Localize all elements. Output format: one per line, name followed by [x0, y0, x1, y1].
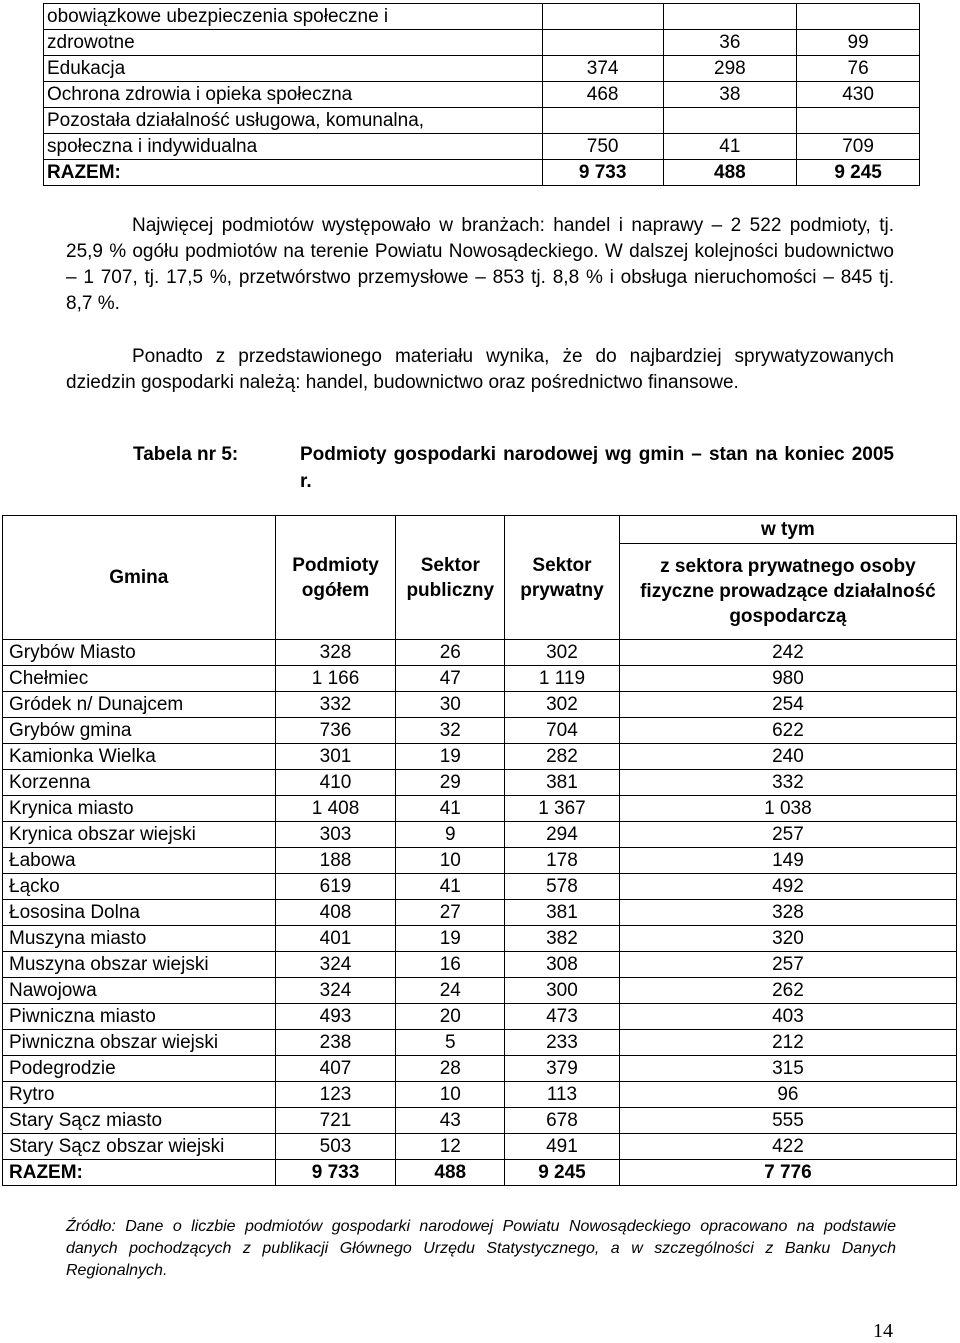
main-table-row	[3, 796, 957, 822]
value-cell: 488	[396, 1160, 505, 1186]
top-table-value-cell	[542, 108, 663, 134]
top-table	[43, 3, 920, 186]
value-cell: 315	[619, 1056, 956, 1082]
top-table-value-cell	[542, 30, 663, 56]
main-table-row	[3, 926, 957, 952]
value-cell: 43	[396, 1108, 505, 1134]
table-caption-title: Podmioty gospodarki narodowej wg gmin – stan na koniec 2005 r.	[300, 444, 894, 492]
top-table-value-cell	[797, 4, 920, 30]
value-cell: 503	[275, 1134, 396, 1160]
value-cell: 328	[619, 900, 956, 926]
value-cell: 26	[396, 640, 505, 666]
value-cell: 16	[396, 952, 505, 978]
value-cell: 188	[275, 848, 396, 874]
top-table-row	[44, 108, 920, 134]
gmina-name-cell: Łącko	[3, 874, 276, 900]
top-table-label-cell: Pozostała działalność usługowa, komunalna,	[44, 108, 543, 134]
main-table-row	[3, 822, 957, 848]
value-cell: 382	[505, 926, 620, 952]
value-cell: 619	[275, 874, 396, 900]
gmina-name-cell: Rytro	[3, 1082, 276, 1108]
value-cell: 300	[505, 978, 620, 1004]
table-caption-label: Tabela nr 5:	[133, 444, 239, 465]
main-table-row	[3, 848, 957, 874]
main-table	[2, 515, 957, 1186]
top-table-value-cell: 488	[663, 160, 797, 186]
main-table-row	[3, 1004, 957, 1030]
top-table-value-cell: 38	[663, 82, 797, 108]
value-cell: 123	[275, 1082, 396, 1108]
main-table-row	[3, 666, 957, 692]
value-cell: 282	[505, 744, 620, 770]
value-cell: 324	[275, 952, 396, 978]
value-cell: 678	[505, 1108, 620, 1134]
value-cell: 257	[619, 822, 956, 848]
value-cell: 422	[619, 1134, 956, 1160]
main-table-row	[3, 1056, 957, 1082]
value-cell: 19	[396, 926, 505, 952]
top-table-row	[44, 134, 920, 160]
header-gmina: Gmina	[3, 516, 276, 640]
value-cell: 381	[505, 770, 620, 796]
gmina-name-cell: Krynica miasto	[3, 796, 276, 822]
main-table-body	[3, 640, 957, 1186]
value-cell: 178	[505, 848, 620, 874]
value-cell: 736	[275, 718, 396, 744]
top-table-label-cell: RAZEM:	[44, 160, 543, 186]
value-cell: 19	[396, 744, 505, 770]
source-note: Źródło: Dane o liczbie podmiotów gospodarki narodowej Powiatu Nowosądeckiego opracowano na podstawie danych pochodzących z publikacji Głównego Urzędu Statystycznego, a w szczególności z Banku Danych Regionalnych.	[66, 1218, 896, 1279]
value-cell: 408	[275, 900, 396, 926]
gmina-name-cell: Muszyna obszar wiejski	[3, 952, 276, 978]
main-table-row	[3, 1108, 957, 1134]
value-cell: 407	[275, 1056, 396, 1082]
value-cell: 233	[505, 1030, 620, 1056]
value-cell: 238	[275, 1030, 396, 1056]
header-ogolem: Podmioty ogółem	[275, 516, 396, 640]
value-cell: 10	[396, 1082, 505, 1108]
gmina-name-cell: Łososina Dolna	[3, 900, 276, 926]
value-cell: 721	[275, 1108, 396, 1134]
paragraph-branches	[66, 213, 894, 317]
value-cell: 20	[396, 1004, 505, 1030]
top-table-label-cell: zdrowotne	[44, 30, 543, 56]
value-cell: 980	[619, 666, 956, 692]
value-cell: 262	[619, 978, 956, 1004]
value-cell: 29	[396, 770, 505, 796]
gmina-name-cell: Piwniczna obszar wiejski	[3, 1030, 276, 1056]
gmina-name-cell: RAZEM:	[3, 1160, 276, 1186]
value-cell: 96	[619, 1082, 956, 1108]
value-cell: 9	[396, 822, 505, 848]
gmina-name-cell: Łabowa	[3, 848, 276, 874]
gmina-name-cell: Stary Sącz obszar wiejski	[3, 1134, 276, 1160]
value-cell: 32	[396, 718, 505, 744]
value-cell: 491	[505, 1134, 620, 1160]
top-table-value-cell: 9 245	[797, 160, 920, 186]
value-cell: 1 038	[619, 796, 956, 822]
value-cell: 41	[396, 874, 505, 900]
top-table-value-cell: 468	[542, 82, 663, 108]
value-cell: 320	[619, 926, 956, 952]
gmina-name-cell: Grybów Miasto	[3, 640, 276, 666]
value-cell: 1 408	[275, 796, 396, 822]
top-table-value-cell: 430	[797, 82, 920, 108]
header-publiczny: Sektor publiczny	[396, 516, 505, 640]
value-cell: 308	[505, 952, 620, 978]
value-cell: 27	[396, 900, 505, 926]
value-cell: 30	[396, 692, 505, 718]
value-cell: 149	[619, 848, 956, 874]
main-table-row	[3, 1082, 957, 1108]
main-table-row	[3, 718, 957, 744]
top-table-value-cell: 9 733	[542, 160, 663, 186]
gmina-name-cell: Gródek n/ Dunajcem	[3, 692, 276, 718]
paragraph-privatized	[66, 344, 894, 396]
value-cell: 240	[619, 744, 956, 770]
gmina-name-cell: Krynica obszar wiejski	[3, 822, 276, 848]
main-table-row	[3, 744, 957, 770]
top-table-value-cell	[797, 108, 920, 134]
value-cell: 294	[505, 822, 620, 848]
main-table-row	[3, 770, 957, 796]
top-table-value-cell: 36	[663, 30, 797, 56]
value-cell: 1 166	[275, 666, 396, 692]
value-cell: 212	[619, 1030, 956, 1056]
top-table-value-cell: 750	[542, 134, 663, 160]
top-table-label-cell: Ochrona zdrowia i opieka społeczna	[44, 82, 543, 108]
gmina-name-cell: Korzenna	[3, 770, 276, 796]
top-table-row	[44, 4, 920, 30]
value-cell: 242	[619, 640, 956, 666]
main-table-total-row	[3, 1160, 957, 1186]
value-cell: 332	[619, 770, 956, 796]
page-number: 14	[873, 1320, 893, 1342]
top-table-row	[44, 82, 920, 108]
value-cell: 1 119	[505, 666, 620, 692]
main-table-row	[3, 1030, 957, 1056]
main-table-row	[3, 640, 957, 666]
value-cell: 704	[505, 718, 620, 744]
header-w-tym: w tym	[619, 516, 956, 544]
value-cell: 555	[619, 1108, 956, 1134]
main-table-row	[3, 692, 957, 718]
value-cell: 403	[619, 1004, 956, 1030]
paragraph-branches-text: Najwięcej podmiotów występowało w branżach: handel i naprawy – 2 522 podmioty, tj. 25,9 % ogółu podmiotów na terenie Powiatu Nowosądeckiego. W dalszej kolejności budownictwo – 1 707, tj. 17,5 %, przetwórstwo przemysłowe – 853 tj. 8,8 % i obsługa nieruchomości – 845 tj. 8,7 %.	[66, 215, 894, 314]
value-cell: 28	[396, 1056, 505, 1082]
main-table-row	[3, 900, 957, 926]
top-table-value-cell: 41	[663, 134, 797, 160]
value-cell: 302	[505, 692, 620, 718]
main-table-row	[3, 978, 957, 1004]
value-cell: 9 733	[275, 1160, 396, 1186]
header-osoby-fizyczne: z sektora prywatnego osoby fizyczne prowadzące działalność gospodarczą	[619, 544, 956, 640]
value-cell: 328	[275, 640, 396, 666]
top-table-label-cell: Edukacja	[44, 56, 543, 82]
value-cell: 303	[275, 822, 396, 848]
value-cell: 493	[275, 1004, 396, 1030]
top-table-value-cell: 298	[663, 56, 797, 82]
gmina-name-cell: Nawojowa	[3, 978, 276, 1004]
top-table-label-cell: społeczna i indywidualna	[44, 134, 543, 160]
gmina-name-cell: Piwniczna miasto	[3, 1004, 276, 1030]
value-cell: 578	[505, 874, 620, 900]
gmina-name-cell: Grybów gmina	[3, 718, 276, 744]
value-cell: 622	[619, 718, 956, 744]
gmina-name-cell: Kamionka Wielka	[3, 744, 276, 770]
value-cell: 257	[619, 952, 956, 978]
top-table-value-cell: 76	[797, 56, 920, 82]
value-cell: 254	[619, 692, 956, 718]
top-table-value-cell: 374	[542, 56, 663, 82]
gmina-name-cell: Muszyna miasto	[3, 926, 276, 952]
top-table-label-cell: obowiązkowe ubezpieczenia społeczne i	[44, 4, 543, 30]
value-cell: 332	[275, 692, 396, 718]
value-cell: 5	[396, 1030, 505, 1056]
value-cell: 10	[396, 848, 505, 874]
value-cell: 301	[275, 744, 396, 770]
value-cell: 113	[505, 1082, 620, 1108]
value-cell: 24	[396, 978, 505, 1004]
value-cell: 1 367	[505, 796, 620, 822]
value-cell: 47	[396, 666, 505, 692]
value-cell: 41	[396, 796, 505, 822]
value-cell: 7 776	[619, 1160, 956, 1186]
gmina-name-cell: Chełmiec	[3, 666, 276, 692]
gmina-name-cell: Podegrodzie	[3, 1056, 276, 1082]
header-prywatny: Sektor prywatny	[505, 516, 620, 640]
value-cell: 410	[275, 770, 396, 796]
main-table-row	[3, 1134, 957, 1160]
value-cell: 379	[505, 1056, 620, 1082]
main-table-row	[3, 952, 957, 978]
top-table-total-row	[44, 160, 920, 186]
value-cell: 492	[619, 874, 956, 900]
top-table-row	[44, 56, 920, 82]
value-cell: 473	[505, 1004, 620, 1030]
value-cell: 381	[505, 900, 620, 926]
value-cell: 302	[505, 640, 620, 666]
top-table-value-cell	[663, 108, 797, 134]
top-table-row	[44, 30, 920, 56]
value-cell: 12	[396, 1134, 505, 1160]
top-table-value-cell: 99	[797, 30, 920, 56]
value-cell: 9 245	[505, 1160, 620, 1186]
top-table-value-cell	[542, 4, 663, 30]
top-table-value-cell: 709	[797, 134, 920, 160]
main-table-row	[3, 874, 957, 900]
gmina-name-cell: Stary Sącz miasto	[3, 1108, 276, 1134]
top-table-body	[44, 4, 920, 186]
value-cell: 324	[275, 978, 396, 1004]
top-table-value-cell	[663, 4, 797, 30]
value-cell: 401	[275, 926, 396, 952]
paragraph-privatized-text: Ponadto z przedstawionego materiału wynika, że do najbardziej sprywatyzowanych dziedzin gospodarki należą: handel, budownictwo oraz pośrednictwo finansowe.	[66, 346, 894, 393]
